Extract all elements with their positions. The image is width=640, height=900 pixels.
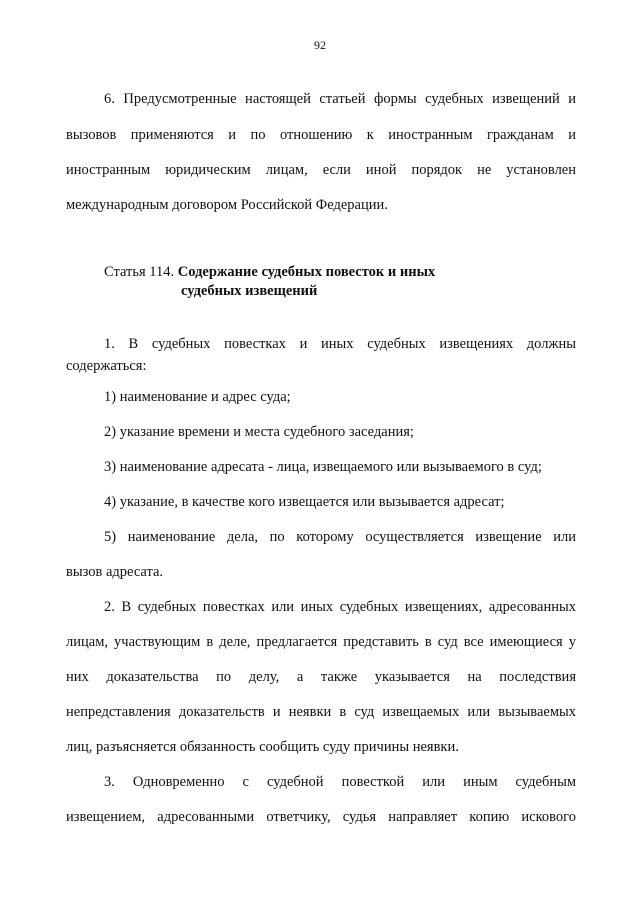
article-number: Статья 114. xyxy=(104,264,178,280)
paragraph-6-line-4: международным договором Российской Федерации. xyxy=(66,197,388,213)
list-item-2: 2) указание времени и места судебного заседания; xyxy=(104,424,414,440)
clause-3-line-2: извещением, адресованными ответчику, судья направляет копию искового xyxy=(66,809,576,825)
article-title-line-2: судебных извещений xyxy=(181,283,318,299)
list-item-1: 1) наименование и адрес суда; xyxy=(104,389,291,405)
clause-1-line-2: содержаться: xyxy=(66,358,147,374)
clause-2-line-2: лицам, участвующим в деле, предлагается представить в суд все имеющиеся у xyxy=(66,634,576,650)
clause-2-line-4: непредставления доказательств и неявки в суд извещаемых или вызываемых xyxy=(66,704,576,720)
list-item-5-line-1: 5) наименование дела, по которому осуществляется извещение или xyxy=(104,529,576,545)
clause-2-line-5: лиц, разъясняется обязанность сообщить суду причины неявки. xyxy=(66,739,459,755)
paragraph-6-line-1: 6. Предусмотренные настоящей статьей формы судебных извещений и xyxy=(104,91,576,107)
clause-1-line-1: 1. В судебных повестках и иных судебных извещениях должны xyxy=(104,336,576,352)
paragraph-6-line-2: вызовов применяются и по отношению к иностранным гражданам и xyxy=(66,127,576,143)
list-item-4: 4) указание, в качестве кого извещается или вызывается адресат; xyxy=(104,494,505,510)
list-item-3: 3) наименование адресата - лица, извещаемого или вызываемого в суд; xyxy=(104,459,542,475)
paragraph-6-line-3: иностранным юридическим лицам, если иной порядок не установлен xyxy=(66,162,576,178)
clause-2-line-3: них доказательства по делу, а также указывается на последствия xyxy=(66,669,576,685)
page-number: 92 xyxy=(314,38,326,52)
clause-2-line-1: 2. В судебных повестках или иных судебных извещениях, адресованных xyxy=(104,599,576,615)
list-item-5-line-2: вызов адресата. xyxy=(66,564,164,580)
clause-3-line-1: 3. Одновременно с судебной повесткой или иным судебным xyxy=(104,774,576,790)
article-heading xyxy=(104,264,435,281)
article-title-line-1: Содержание судебных повесток и иных xyxy=(177,264,436,280)
